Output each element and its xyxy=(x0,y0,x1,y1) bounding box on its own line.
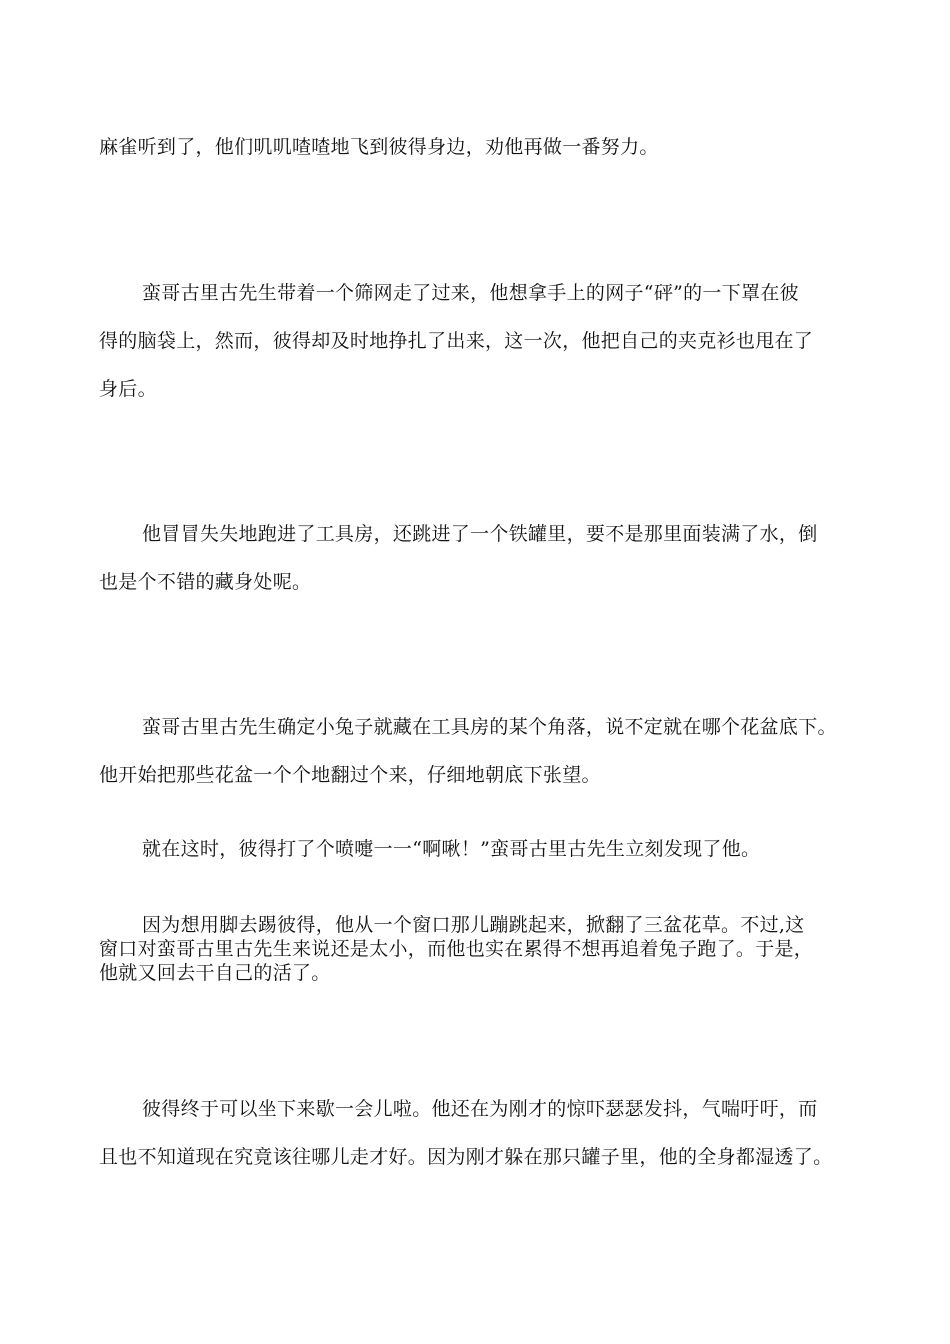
paragraph-line: 窗口对蛮哥古里古先生来说还是太小，而他也实在累得不想再追着兔子跑了。于是， xyxy=(99,938,814,960)
paragraph-line: 麻雀听到了，他们叽叽喳喳地飞到彼得身边，劝他再做一番努力。 xyxy=(99,136,659,158)
paragraph-line: 也是个不错的藏身处呢。 xyxy=(99,571,312,593)
paragraph-line: 彼得终于可以坐下来歇一会儿啦。他还在为刚才的惊吓瑟瑟发抖，气喘吁吁，而 xyxy=(142,1098,818,1120)
paragraph-line: 得的脑袋上，然而，彼得却及时地挣扎了出来，这一次，他把自己的夹克衫也甩在了 xyxy=(99,330,814,352)
paragraph-line: 因为想用脚去踢彼得，他从一个窗口那儿蹦跳起来，掀翻了三盆花草。不过,这 xyxy=(142,914,805,936)
paragraph-line: 蛮哥古里古先生确定小兔子就藏在工具房的某个角落，说不定就在哪个花盆底下。 xyxy=(142,716,837,738)
paragraph-line: 就在这时，彼得打了个喷嚏一一“啊啾！”蛮哥古里古先生立刻发现了他。 xyxy=(142,838,761,860)
paragraph-line: 他就又回去干自己的活了。 xyxy=(99,962,331,984)
paragraph-line: 且也不知道现在究竟该往哪儿走才好。因为刚才躲在那只罐子里，他的全身都湿透了。 xyxy=(99,1146,833,1168)
paragraph-line: 他冒冒失失地跑进了工具房，还跳进了一个铁罐里，要不是那里面装满了水，倒 xyxy=(142,523,818,545)
paragraph-line: 蛮哥古里古先生带着一个筛网走了过来，他想拿手上的网子“砰”的一下罩在彼 xyxy=(142,282,799,304)
paragraph-line: 他开始把那些花盆一个个地翻过个来，仔细地朝底下张望。 xyxy=(99,764,601,786)
paragraph-line: 身后。 xyxy=(99,378,157,400)
